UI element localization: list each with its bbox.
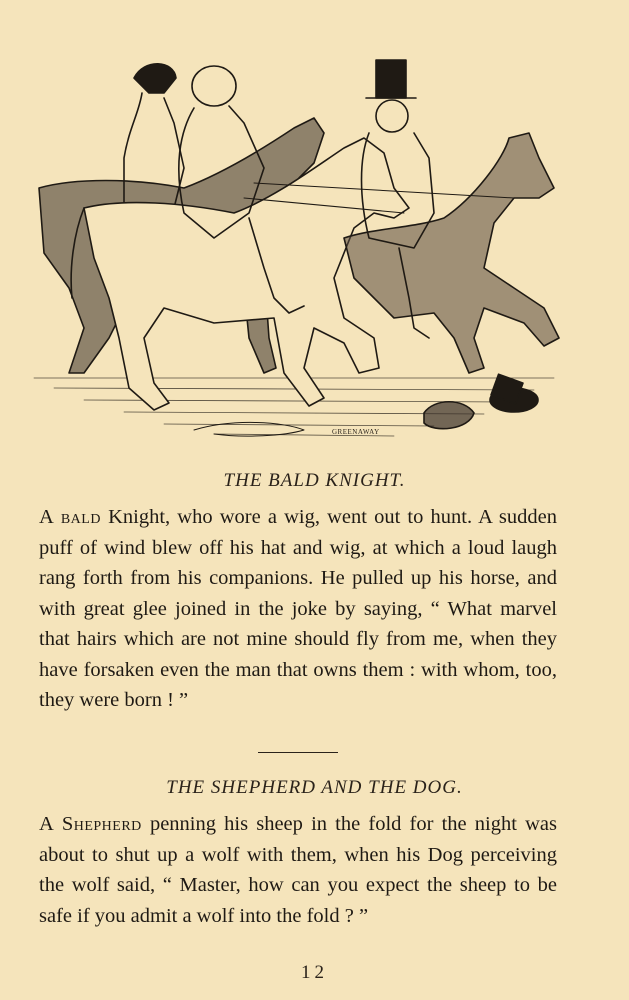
fable-lead-words: A bald xyxy=(39,506,101,528)
page-number: 12 xyxy=(301,962,328,983)
fable-text-shepherd-dog xyxy=(39,809,557,931)
section-divider xyxy=(258,752,338,753)
fable-lead-words: A Shepherd xyxy=(39,813,142,835)
fable-text-bald-knight xyxy=(39,502,557,716)
fable-body-text: Knight, who wore a wig, went out to hunt. A sudden puff of wind blew off his hat and wig, at which a loud laugh rang forth from his companions. He pulled up his horse, and with great glee joined in the joke by saying, “ What marvel that hairs which are not mine should fly from me, when they have forsaken even the man that owns them : with whom, too, they were born ! ” xyxy=(39,506,557,711)
fable-body-text: penning his sheep in the fold for the night was about to shut up a wolf with them, when his Dog perceiving the wolf said, “ Master, how can you expect the sheep to be safe if you admit a wolf into the fold ? ” xyxy=(39,813,557,927)
engraver-signature: GREENAWAY xyxy=(332,428,380,436)
fable-title-shepherd-dog: THE SHEPHERD AND THE DOG. xyxy=(166,777,463,798)
fable-title-bald-knight: THE BALD KNIGHT. xyxy=(223,470,406,491)
hunting-riders-engraving xyxy=(14,38,574,448)
